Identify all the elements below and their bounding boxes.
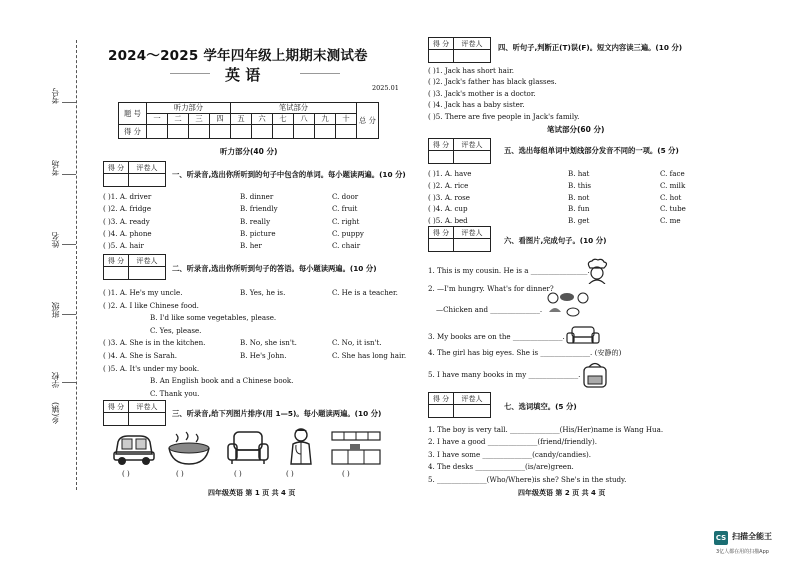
picture-4-answer[interactable]: ( ) — [286, 470, 294, 478]
s5-option-c-5: C. me — [660, 216, 681, 226]
scorebox-score-label: 得 分 — [429, 139, 454, 151]
scorebox-score-label: 得 分 — [429, 227, 454, 239]
s2-option-c-1: C. He is a teacher. — [332, 288, 398, 297]
section-4-title: 四、听句子,判断正(T)误(F)。短文内容读三遍。(10 分) — [498, 43, 683, 52]
s1-item-4[interactable]: ( )4. A. phone — [103, 228, 152, 238]
side-label-school: 学校 — [51, 372, 60, 388]
s1-option-b-5: B. her — [240, 241, 262, 251]
section-4-scorebox — [428, 37, 491, 63]
section-7-title: 七、选词填空。(5 分) — [504, 402, 577, 411]
cut-line — [76, 40, 77, 490]
s2-option-b-5: B. No, she isn't. — [240, 338, 297, 348]
watermark-subtitle: 3亿人都在用的扫描App — [716, 549, 769, 555]
section-3-title: 三、听录音,给下列图片排序(用 1—5)。每小题读两遍。(10 分) — [172, 409, 382, 418]
doctor-picture — [287, 428, 315, 468]
s1-item-2[interactable]: ( )2. A. fridge — [103, 204, 152, 214]
picture-5-answer[interactable]: ( ) — [342, 470, 350, 478]
food-picture — [545, 290, 593, 320]
s2-item-7[interactable]: ( )5. A. It's under my book. — [103, 363, 200, 373]
s2-option-c-5: C. No, it isn't. — [332, 338, 382, 348]
schoolbag-picture — [580, 362, 610, 388]
scorebox-grader-cell[interactable] — [454, 151, 490, 163]
side-label-exam-room: 考场 — [51, 160, 60, 176]
s2-item-9: C. Thank you. — [150, 388, 200, 398]
section-5-title: 五、选出每组单词中划线部分发音不同的一项。(5 分) — [504, 146, 679, 155]
total-score-header: 总 分 — [357, 103, 379, 139]
s7-item-1[interactable]: 1. The boy is very tall. ______________(His/Her)name is Wang Hua. — [428, 425, 664, 434]
scorebox-score-label: 得 分 — [429, 393, 454, 405]
score-col-10: 十 — [336, 114, 357, 125]
soup-picture — [166, 430, 212, 466]
score-col-2: 二 — [168, 114, 189, 125]
s5-option-b-5: B. get — [568, 216, 590, 226]
s2-item-6[interactable]: ( )4. A. She is Sarah. — [103, 351, 178, 360]
scorebox-score-cell[interactable] — [104, 174, 129, 186]
score-col-6: 六 — [252, 114, 273, 125]
score-col-7: 七 — [273, 114, 294, 125]
picture-2-answer[interactable]: ( ) — [176, 470, 184, 478]
side-label-name: 姓名 — [51, 232, 60, 248]
page-title: 2024～2025 学年四年级上期期末测试卷 — [108, 48, 368, 64]
s5-option-b-1: B. hat — [568, 169, 590, 178]
kitchen-picture — [330, 430, 382, 466]
s6-item-3[interactable]: —Chicken and ______________. — [436, 305, 543, 314]
written-header: 笔试部分(60 分) — [547, 125, 605, 134]
s6-item-2[interactable]: 2. —I'm hungry. What's for dinner? — [428, 284, 554, 293]
written-part-header: 笔试部分 — [231, 103, 357, 114]
scorebox-grader-label: 评卷人 — [129, 162, 165, 174]
s5-item-1[interactable]: ( )1. A. have — [428, 169, 472, 178]
picture-1-answer[interactable]: ( ) — [122, 470, 130, 478]
section-7-scorebox — [428, 392, 491, 418]
s4-item-1[interactable]: ( )1. Jack has short hair. — [428, 66, 515, 75]
scorebox-grader-cell[interactable] — [454, 405, 490, 417]
s6-item-5[interactable]: 4. The girl has big eyes. She is ______________. (安静的) — [428, 348, 622, 357]
score-cell[interactable] — [252, 125, 273, 139]
section-1-title: 一、听录音,选出你所听到的句子中包含的单词。每小题读两遍。(10 分) — [172, 170, 406, 179]
scorebox-score-cell[interactable] — [104, 413, 129, 425]
s4-item-4[interactable]: ( )4. Jack has a baby sister. — [428, 100, 525, 110]
score-cell[interactable] — [294, 125, 315, 139]
s5-item-3[interactable]: ( )3. A. rose — [428, 192, 470, 202]
scorebox-grader-label: 评卷人 — [454, 393, 490, 405]
scorebox-grader-label: 评卷人 — [129, 255, 165, 267]
s7-item-4[interactable]: 4. The desks ______________(is/are)green. — [428, 462, 574, 472]
scorebox-score-cell[interactable] — [104, 267, 129, 279]
title-rule — [300, 73, 340, 74]
s7-item-3[interactable]: 3. I have some ______________(candy/candies). — [428, 449, 592, 459]
scorebox-grader-cell[interactable] — [454, 239, 490, 251]
scorebox-score-cell[interactable] — [429, 50, 454, 62]
s2-option-b-6: B. He's John. — [240, 351, 287, 360]
score-table — [118, 102, 379, 139]
footer-page-2: 四年级英语 第 2 页 共 4 页 — [518, 489, 606, 497]
score-cell[interactable] — [210, 125, 231, 139]
s1-item-5[interactable]: ( )5. A. hair — [103, 241, 144, 251]
sofa-small-picture — [566, 326, 600, 346]
s1-option-c-3: C. right — [332, 216, 360, 226]
section-5-scorebox — [428, 138, 491, 164]
s1-item-1[interactable]: ( )1. A. driver — [103, 192, 152, 201]
s1-option-c-5: C. chair — [332, 241, 361, 251]
s2-item-8: B. An English book and a Chinese book. — [150, 376, 294, 386]
s1-option-b-3: B. really — [240, 216, 271, 226]
cook-picture — [584, 258, 610, 284]
section-2-title: 二、听录音,选出你所听到句子的答语。每小题读两遍。(10 分) — [172, 264, 377, 273]
s2-option-b-1: B. Yes, he is. — [240, 288, 286, 297]
scorebox-grader-label: 评卷人 — [454, 227, 490, 239]
scorebox-grader-label: 评卷人 — [454, 38, 490, 50]
s1-option-c-4: C. puppy — [332, 228, 364, 238]
s5-option-c-3: C. hot — [660, 192, 682, 202]
s5-item-5[interactable]: ( )5. A. bed — [428, 216, 468, 226]
score-col-9: 九 — [315, 114, 336, 125]
sofa-picture — [226, 430, 270, 466]
listening-header: 听力部分(40 分) — [220, 147, 278, 156]
scorebox-score-label: 得 分 — [429, 38, 454, 50]
scorebox-grader-label: 评卷人 — [454, 139, 490, 151]
margin-line — [62, 314, 76, 315]
s2-option-c-6: C. She has long hair. — [332, 351, 407, 360]
s5-option-c-2: C. milk — [660, 180, 686, 190]
s6-item-1[interactable]: 1. This is my cousin. He is a ________________. — [428, 266, 590, 275]
margin-line — [62, 174, 76, 175]
exam-date: 2025.01 — [372, 84, 399, 92]
car-picture — [110, 430, 158, 466]
scorebox-grader-cell[interactable] — [129, 413, 165, 425]
s1-item-3[interactable]: ( )3. A. ready — [103, 216, 150, 226]
score-cell[interactable] — [168, 125, 189, 139]
score-col-8: 八 — [294, 114, 315, 125]
scorebox-score-label: 得 分 — [104, 401, 129, 413]
scorebox-score-cell[interactable] — [429, 405, 454, 417]
s2-item-2[interactable]: ( )2. A. I like Chinese food. — [103, 300, 199, 310]
s1-option-b-1: B. dinner — [240, 192, 274, 201]
s5-option-b-2: B. this — [568, 180, 592, 190]
score-row-label: 得 分 — [119, 125, 147, 139]
section-1-scorebox — [103, 161, 166, 187]
section-6-scorebox — [428, 226, 491, 252]
scorebox-grader-cell[interactable] — [129, 267, 165, 279]
s1-option-c-2: C. fruit — [332, 204, 358, 214]
margin-line — [62, 102, 76, 103]
s4-item-2[interactable]: ( )2. Jack's father has black glasses. — [428, 77, 557, 87]
score-col-4: 四 — [210, 114, 231, 125]
score-cell[interactable] — [273, 125, 294, 139]
score-table-label: 题 号 — [119, 103, 147, 125]
scorebox-score-cell[interactable] — [429, 151, 454, 163]
s4-item-3[interactable]: ( )3. Jack's mother is a doctor. — [428, 88, 536, 98]
score-cell[interactable] — [315, 125, 336, 139]
s2-item-3: B. I'd like some vegetables, please. — [150, 313, 277, 323]
s2-item-4: C. Yes, please. — [150, 325, 202, 335]
picture-3-answer[interactable]: ( ) — [234, 470, 242, 478]
score-col-3: 三 — [189, 114, 210, 125]
s1-option-b-2: B. friendly — [240, 204, 278, 214]
s5-option-c-1: C. face — [660, 169, 685, 178]
s1-option-c-1: C. door — [332, 192, 359, 201]
scorebox-score-cell[interactable] — [429, 239, 454, 251]
watermark-title: 扫描全能王 — [732, 532, 772, 541]
scorebox-grader-label: 评卷人 — [129, 401, 165, 413]
s2-item-5[interactable]: ( )3. A. She is in the kitchen. — [103, 338, 206, 348]
section-6-title: 六、看图片,完成句子。(10 分) — [504, 236, 607, 245]
section-3-scorebox — [103, 400, 166, 426]
score-col-1: 一 — [147, 114, 168, 125]
score-cell[interactable] — [189, 125, 210, 139]
s5-option-b-4: B. fun — [568, 204, 590, 214]
scorebox-score-label: 得 分 — [104, 255, 129, 267]
s2-item-1[interactable]: ( )1. A. He's my uncle. — [103, 288, 183, 297]
scorebox-grader-cell[interactable] — [454, 50, 490, 62]
section-2-scorebox — [103, 254, 166, 280]
s7-item-5[interactable]: 5. ______________(Who/Where)is she? She's in the study. — [428, 474, 627, 484]
title-rule — [170, 73, 210, 74]
side-label-town: 乡(镇) — [51, 402, 60, 425]
s4-item-5[interactable]: ( )5. There are five people in Jack's family. — [428, 111, 580, 121]
margin-line — [62, 382, 76, 383]
footer-page-1: 四年级英语 第 1 页 共 4 页 — [208, 489, 296, 497]
s5-item-4[interactable]: ( )4. A. cup — [428, 204, 468, 214]
s5-item-2[interactable]: ( )2. A. rice — [428, 180, 469, 190]
scorebox-score-label: 得 分 — [104, 162, 129, 174]
score-cell[interactable] — [147, 125, 168, 139]
margin-line — [62, 244, 76, 245]
side-label-exam-number: 考号 — [51, 88, 60, 104]
listening-part-header: 听力部分 — [147, 103, 231, 114]
s6-item-4[interactable]: 3. My books are on the ______________. — [428, 332, 565, 341]
s7-item-2[interactable]: 2. I have a good ______________(friend/friendly). — [428, 437, 597, 447]
subject-title: 英 语 — [225, 66, 261, 84]
s5-option-c-4: C. tube — [660, 204, 686, 214]
score-cell[interactable] — [231, 125, 252, 139]
score-cell[interactable] — [336, 125, 357, 139]
side-label-class: 班级 — [51, 302, 60, 318]
s5-option-b-3: B. not — [568, 192, 590, 202]
camscanner-logo: CS — [714, 531, 728, 545]
scorebox-grader-cell[interactable] — [129, 174, 165, 186]
score-col-5: 五 — [231, 114, 252, 125]
s6-item-6[interactable]: 5. I have many books in my ______________. — [428, 370, 581, 379]
s1-option-b-4: B. picture — [240, 228, 276, 238]
